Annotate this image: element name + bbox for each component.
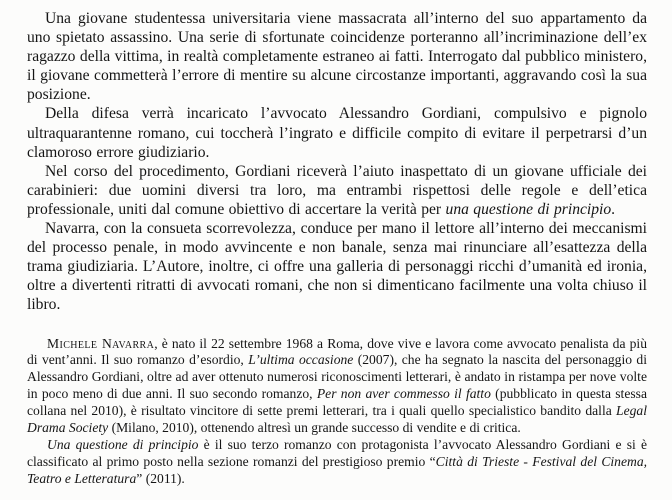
- italic-text-run: Una questione di principio: [47, 436, 199, 452]
- text-run: .: [611, 200, 616, 218]
- text-run: Navarra, con la consueta scorrevolezza, conduce per mano il lettore all’interno dei meccanismi del processo penale, in modo avvincente e non banale, senza mai rinunciare all’esattezza della trama giudiziaria. L’Autore, inoltre, ci offre una galleria di personaggi ricchi d’umanità ed ironia, oltre a divertenti ritratti di avvocati romani, che non si dimenticano facilmente una volta chiuso il libro.: [27, 220, 647, 314]
- synopsis-paragraph-4: [27, 219, 647, 314]
- text-run: (Milano, 2010), ottenendo altresì un grande successo di vendite e di critica.: [108, 420, 521, 436]
- bio-paragraph-1: [27, 336, 647, 437]
- synopsis-paragraph-3: [27, 162, 647, 219]
- italic-text-run: Legal Drama Society: [27, 403, 647, 436]
- italic-text-run: Città di Trieste - Festival del Cinema, Teatro e Letteratura: [27, 453, 648, 486]
- text-run: ” (2011).: [136, 470, 185, 486]
- text-run: , è nato il 22 settembre 1968 a Roma, dove vive e lavora come avvocato penalista da più di vent’anni. Il suo romanzo d’esordio,: [27, 335, 647, 368]
- author-bio-section: [27, 336, 647, 488]
- smallcaps-author-name: Michele Navarra: [47, 335, 155, 351]
- synopsis-section: [27, 9, 647, 315]
- synopsis-paragraph-2: [27, 104, 647, 161]
- bio-paragraph-2: [27, 437, 647, 488]
- text-run: (2007), che ha segnato la nascita del personaggio di Alessandro Gordiani, oltre ad aver ottenuto numerosi riconoscimenti letterari, è andato in ristampa per nove volte in poco meno di due anni. Il suo secondo romanzo,: [27, 352, 648, 402]
- text-run: Nel corso del procedimento, Gordiani riceverà l’aiuto inaspettato di un giovane ufficiale dei carabinieri: due uomini diversi tra loro, ma entrambi rispettosi delle regole e dell’etica professionale, uniti dal comune obiettivo di accertare la verità per: [27, 162, 647, 218]
- text-run: Della difesa verrà incaricato l’avvocato Alessandro Gordiani, compulsivo e pignolo ultraquarantenne romano, cui toccherà l’ingrato e difficile compito di evitare il perpetrarsi d’un clamoroso errore giudiziario.: [27, 105, 647, 161]
- italic-text-run: Per non aver commesso il fatto: [316, 386, 491, 402]
- text-run: Una giovane studentessa universitaria viene massacrata all’interno del suo appartamento da uno spietato assassino. Una serie di sfortunate coincidenze porteranno all’incriminazione dell’ex ragazzo della vittima, in realtà completamente estraneo ai fatti. Interrogato dal pubblico ministero, il giovane commetterà l’errore di mentire su alcune circostanze importanti, aggravando così la sua posizione.: [27, 10, 647, 104]
- synopsis-paragraph-1: [27, 9, 647, 104]
- italic-text-run: una questione di principio: [445, 200, 612, 218]
- text-run: (pubblicato in questa stessa collana nel 2010), è risultato vincitore di sette premi letterari, tra i quali quello specialistico bandito dalla: [27, 386, 647, 419]
- text-run: è il suo terzo romanzo con protagonista l’avvocato Alessandro Gordiani e si è classificato al primo posto nella sezione romanzi del prestigioso premio “: [27, 436, 647, 469]
- italic-text-run: L’ultima occasione: [248, 352, 354, 368]
